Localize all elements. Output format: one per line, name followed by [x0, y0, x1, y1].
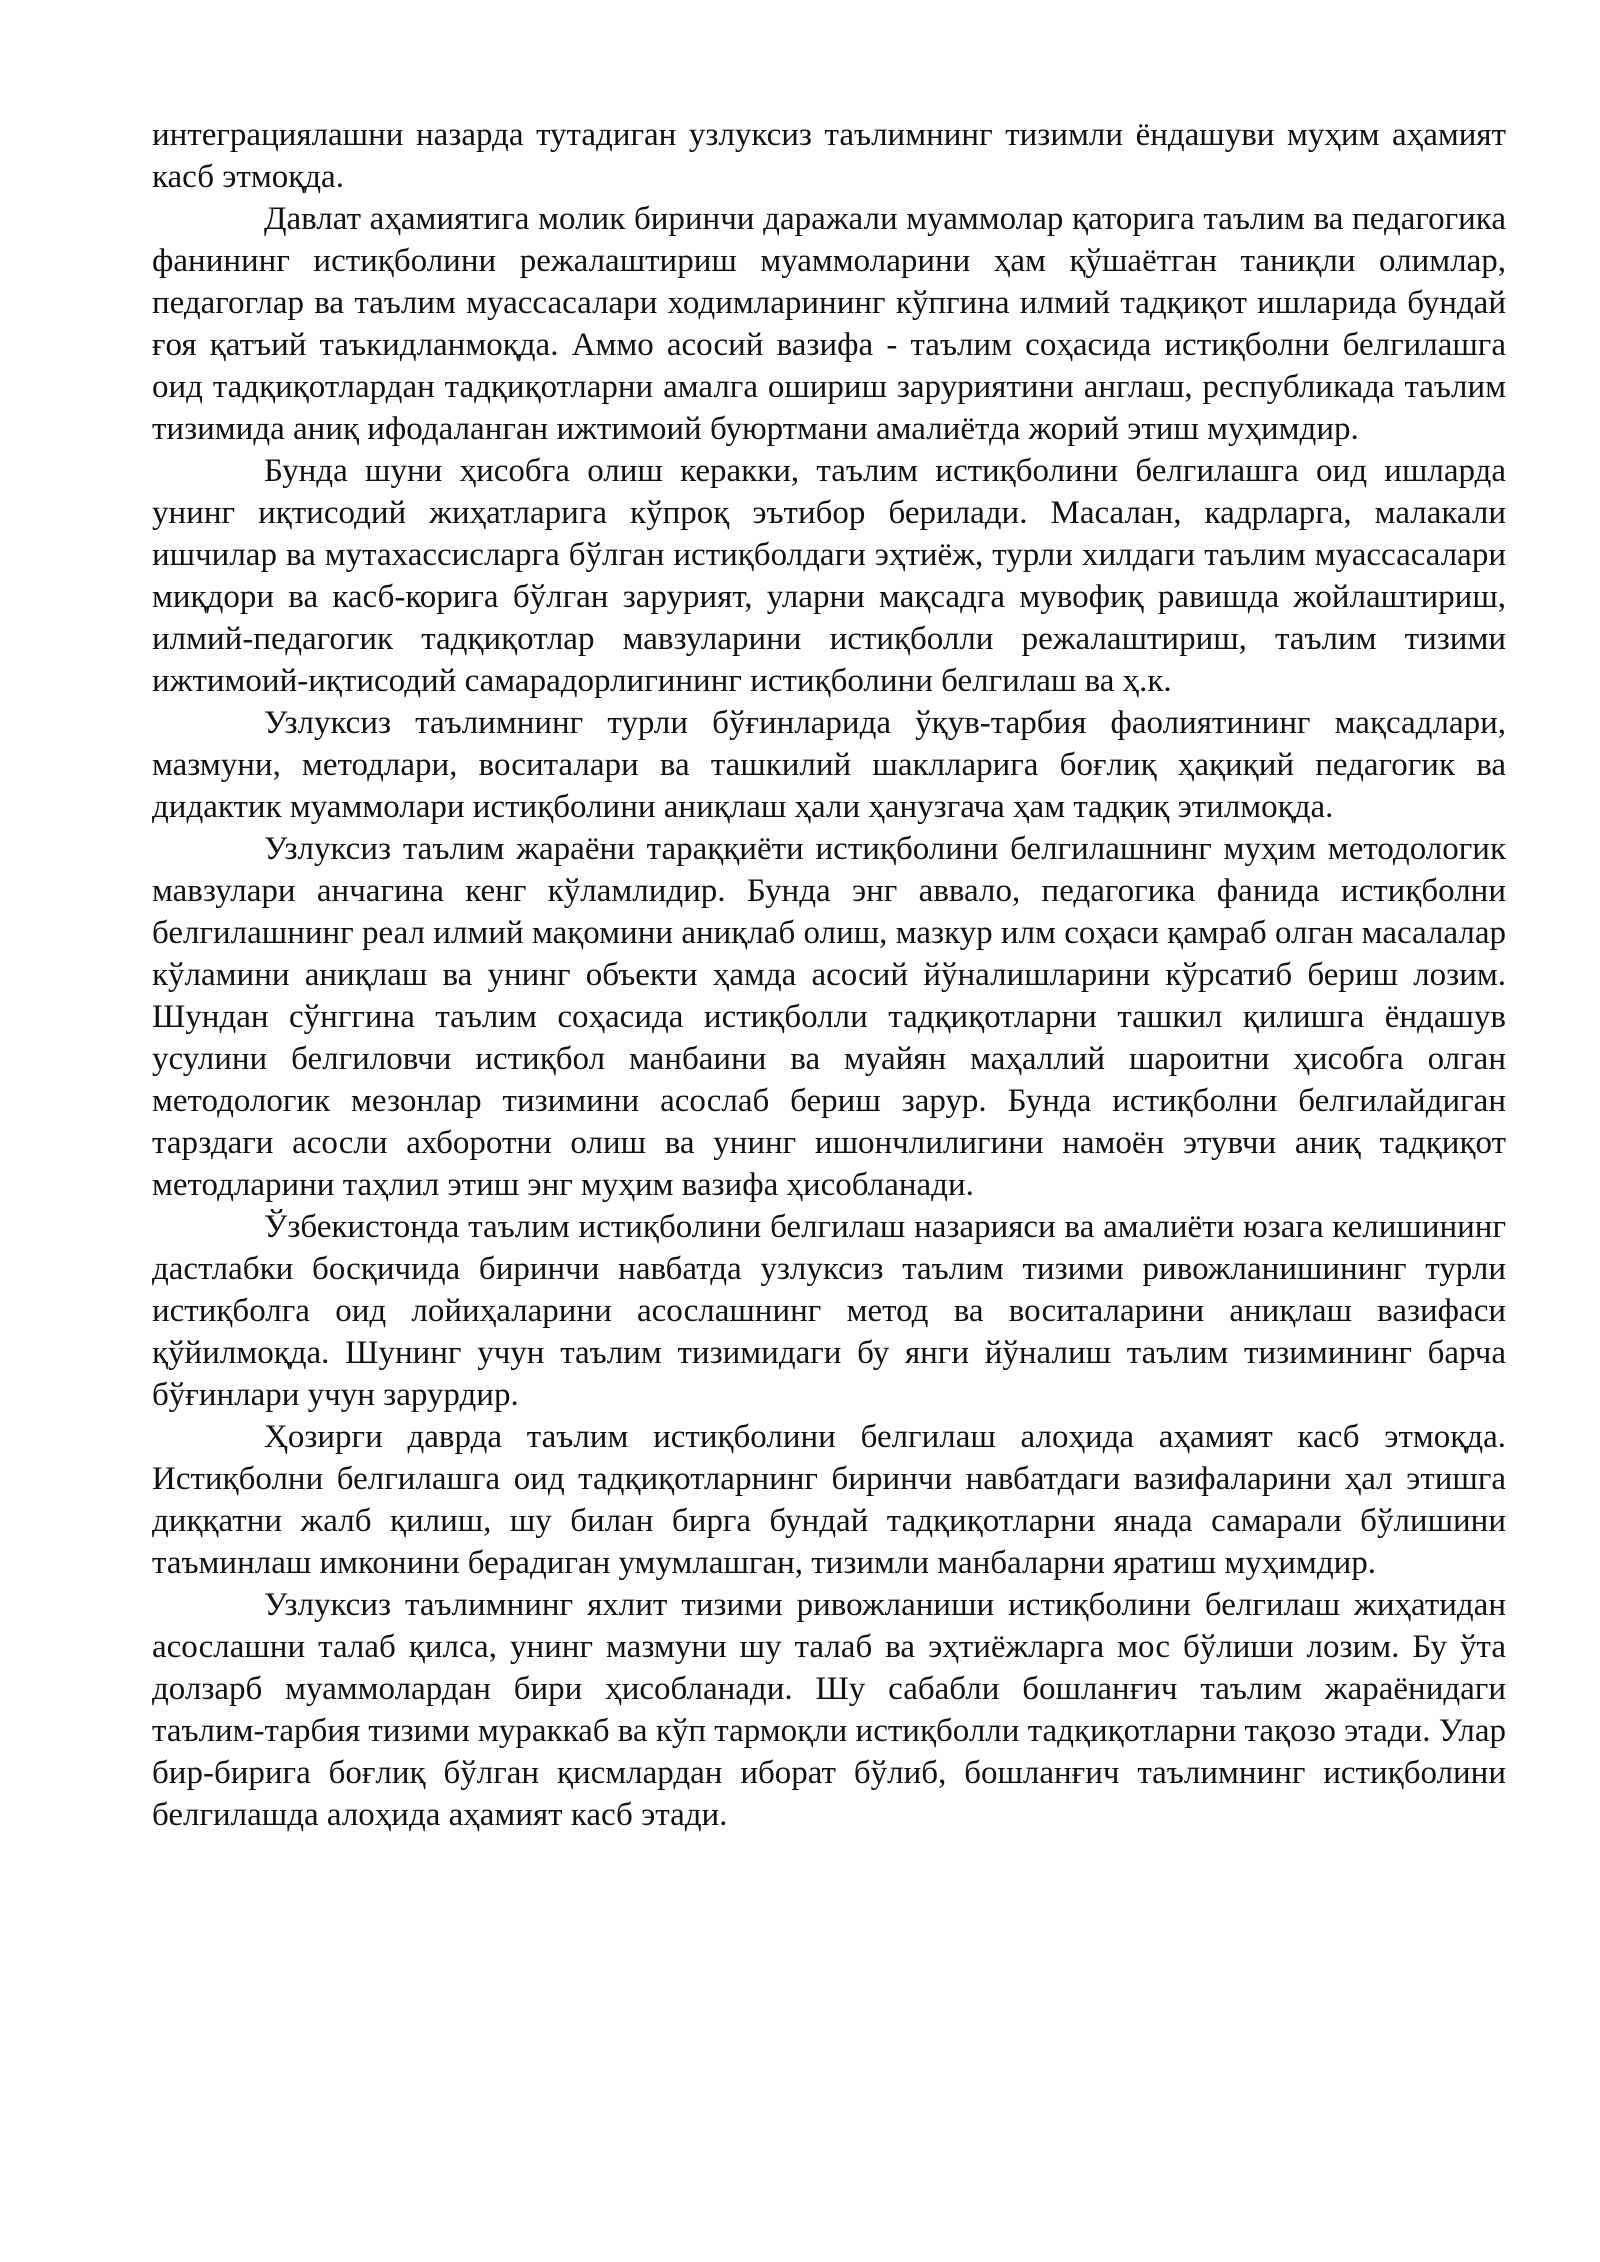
- paragraph: Узлуксиз таълим жараёни тараққиёти истиқболини белгилашнинг муҳим методологик мавзулари анчагина кенг кўламлидир. Бунда энг аввало, педагогика фанида истиқболни белгилашнинг реал илмий мақомини аниқлаб олиш, мазкур илм соҳаси қамраб олган масалалар кўламини аниқлаш ва унинг объекти ҳамда асосий йўналишларини кўрсатиб бериш лозим. Шундан сўнггина таълим соҳасида истиқболли тадқиқотларни ташкил қилишга ёндашув усулини белгиловчи истиқбол манбаини ва муайян маҳаллий шароитни ҳисобга олган методологик мезонлар тизимини асослаб бериш зарур. Бунда истиқболни белгилайдиган тарздаги асосли ахборотни олиш ва унинг ишончлилигини намоён этувчи аниқ тадқиқот методларини таҳлил этиш энг муҳим вазифа ҳисобланади.: [152, 831, 1506, 1203]
- document-page: [152, 114, 1506, 1836]
- paragraph: Ҳозирги даврда таълим истиқболини белгилаш алоҳида аҳамият касб этмоқда. Истиқболни белгилашга оид тадқиқотларнинг биринчи навбатдаги вазифаларини ҳал этишга диққатни жалб қилиш, шу билан бирга бундай тадқиқотларни янада самарали бўлишини таъминлаш имконини берадиган умумлашган, тизимли манбаларни яратиш муҳимдир.: [152, 1419, 1506, 1581]
- paragraph: Бунда шуни ҳисобга олиш керакки, таълим истиқболини белгилашга оид ишларда унинг иқтисодий жиҳатларига кўпроқ эътибор берилади. Масалан, кадрларга, малакали ишчилар ва мутахассисларга бўлган истиқболдаги эҳтиёж, турли хилдаги таълим муассасалари миқдори ва касб-корига бўлган зарурият, уларни мақсадга мувофиқ равишда жойлаштириш, илмий-педагогик тадқиқотлар мавзуларини истиқболли режалаштириш, таълим тизими ижтимоий-иқтисодий самарадорлигининг истиқболини белгилаш ва ҳ.к.: [152, 453, 1506, 699]
- paragraph: Узлуксиз таълимнинг яхлит тизими ривожланиши истиқболини белгилаш жиҳатидан асослашни талаб қилса, унинг мазмуни шу талаб ва эҳтиёжларга мос бўлиши лозим. Бу ўта долзарб муаммолардан бири ҳисобланади. Шу сабабли бошланғич таълим жараёнидаги таълим-тарбия тизими мураккаб ва кўп тармоқли истиқболли тадқиқотларни тақозо этади. Улар бир-бирига боғлиқ бўлган қисмлардан иборат бўлиб, бошланғич таълимнинг истиқболини белгилашда алоҳида аҳамият касб этади.: [152, 1587, 1506, 1833]
- paragraph: Узлуксиз таълимнинг турли бўғинларида ўқув-тарбия фаолиятининг мақсадлари, мазмуни, методлари, воситалари ва ташкилий шаклларига боғлиқ ҳақиқий педагогик ва дидактик муаммолари истиқболини аниқлаш ҳали ҳанузгача ҳам тадқиқ этилмоқда.: [152, 705, 1506, 825]
- paragraph: Давлат аҳамиятига молик биринчи даражали муаммолар қаторига таълим ва педагогика фанининг истиқболини режалаштириш муаммоларини ҳам қўшаётган таниқли олимлар, педагоглар ва таълим муассасалари ходимларининг кўпгина илмий тадқиқот ишларида бундай ғоя қатъий таъкидланмоқда. Аммо асосий вазифа - таълим соҳасида истиқболни белгилашга оид тадқиқотлардан тадқиқотларни амалга ошириш заруриятини англаш, республикада таълим тизимида аниқ ифодаланган ижтимоий буюртмани амалиётда жорий этиш муҳимдир.: [152, 201, 1506, 447]
- paragraph-continuation: интеграциялашни назарда тутадиган узлуксиз таълимнинг тизимли ёндашуви муҳим аҳамият касб этмоқда.: [152, 117, 1506, 195]
- paragraph: Ўзбекистонда таълим истиқболини белгилаш назарияси ва амалиёти юзага келишининг дастлабки босқичида биринчи навбатда узлуксиз таълим тизими ривожланишининг турли истиқболга оид лойиҳаларини асослашнинг метод ва воситаларини аниқлаш вазифаси қўйилмоқда. Шунинг учун таълим тизимидаги бу янги йўналиш таълим тизимининг барча бўғинлари учун зарурдир.: [152, 1209, 1506, 1413]
